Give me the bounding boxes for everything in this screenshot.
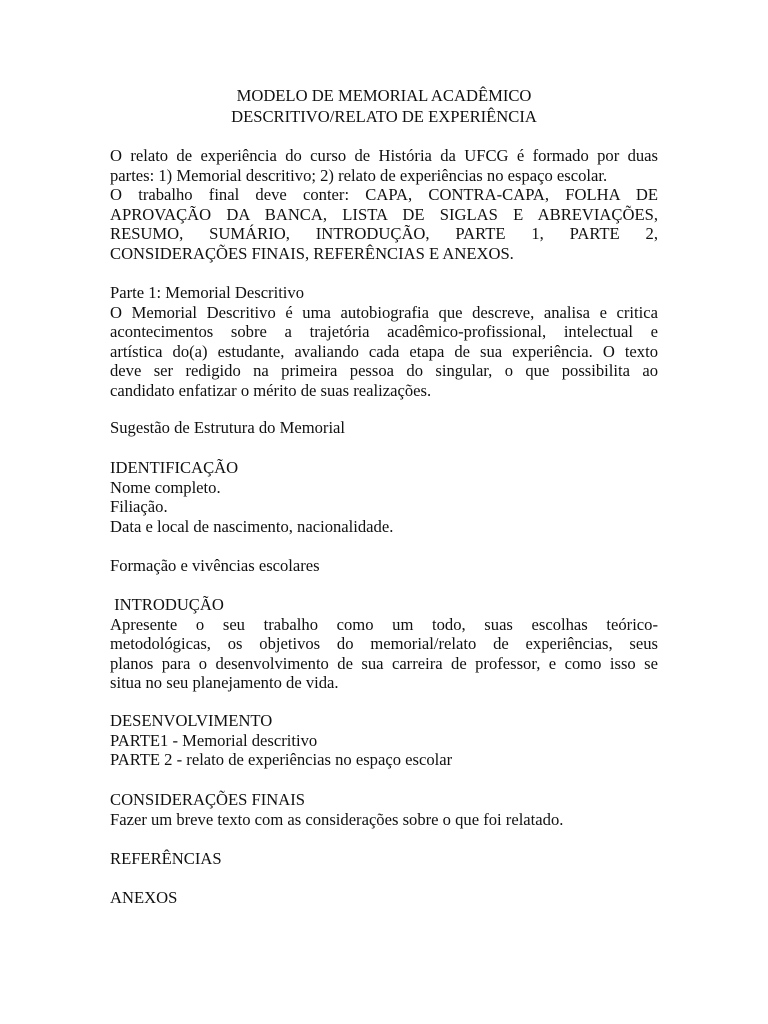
formacao-heading: Formação e vivências escolares [110,556,320,575]
introducao-line-4: situa no seu planejamento de vida. [110,673,339,693]
sugestao-heading: Sugestão de Estrutura do Memorial [110,418,346,437]
intro-line-3: O trabalho final deve conter: CAPA, CONTRA-CAPA, FOLHA DE [110,185,658,205]
consideracoes-section [110,790,658,829]
introducao-heading: INTRODUÇÃO [110,595,224,614]
document-title [110,86,658,127]
introducao-section [110,595,658,693]
title-line-1: MODELO DE MEMORIAL ACADÊMICO [236,86,532,105]
introducao-line-1: Apresente o seu trabalho como um todo, suas escolhas teórico- [110,614,658,634]
identificacao-item-1: Nome completo. [110,477,221,497]
identificacao-item-2: Filiação. [110,497,168,517]
anexos-heading: ANEXOS [110,888,178,907]
parte1-line-5: candidato enfatizar o mérito de suas realizações. [110,380,432,400]
desenvolvimento-heading: DESENVOLVIMENTO [110,711,273,730]
intro-line-4: APROVAÇÃO DA BANCA, LISTA DE SIGLAS E ABREVIAÇÕES, [110,204,658,224]
parte1-line-3: artística do(a) estudante, avaliando cada etapa de sua experiência. O texto [110,341,658,361]
intro-line-5: RESUMO, SUMÁRIO, INTRODUÇÃO, PARTE 1, PARTE 2, [110,224,658,244]
intro-paragraph [110,146,658,264]
desenvolvimento-item-1: PARTE1 - Memorial descritivo [110,730,318,750]
parte1-section [110,283,658,401]
desenvolvimento-section [110,711,658,770]
identificacao-section [110,458,658,536]
parte1-heading: Parte 1: Memorial Descritivo [110,283,305,302]
desenvolvimento-item-2: PARTE 2 - relato de experiências no espaço escolar [110,750,453,770]
introducao-line-3: planos para o desenvolvimento de sua carreira de professor, e como isso se [110,653,658,673]
title-line-2: DESCRITIVO/RELATO DE EXPERIÊNCIA [231,106,537,126]
introducao-line-2: metodológicas, os objetivos do memorial/relato de experiências, seus [110,634,658,654]
identificacao-item-3: Data e local de nascimento, nacionalidade. [110,516,394,536]
parte1-line-1: O Memorial Descritivo é uma autobiografia que descreve, analisa e critica [110,302,658,322]
consideracoes-heading: CONSIDERAÇÕES FINAIS [110,790,306,809]
consideracoes-text: Fazer um breve texto com as considerações sobre o que foi relatado. [110,809,564,829]
identificacao-heading: IDENTIFICAÇÃO [110,458,239,477]
intro-line-6: CONSIDERAÇÕES FINAIS, REFERÊNCIAS E ANEXOS. [110,243,514,263]
parte1-line-2: acontecimentos sobre a trajetória acadêmico-profissional, intelectual e [110,322,658,342]
intro-line-2: partes: 1) Memorial descritivo; 2) relato de experiências no espaço escolar. [110,165,608,185]
parte1-line-4: deve ser redigido na primeira pessoa do singular, o que possibilita ao [110,361,658,381]
intro-line-1: O relato de experiência do curso de História da UFCG é formado por duas [110,146,658,165]
referencias-heading: REFERÊNCIAS [110,849,222,868]
